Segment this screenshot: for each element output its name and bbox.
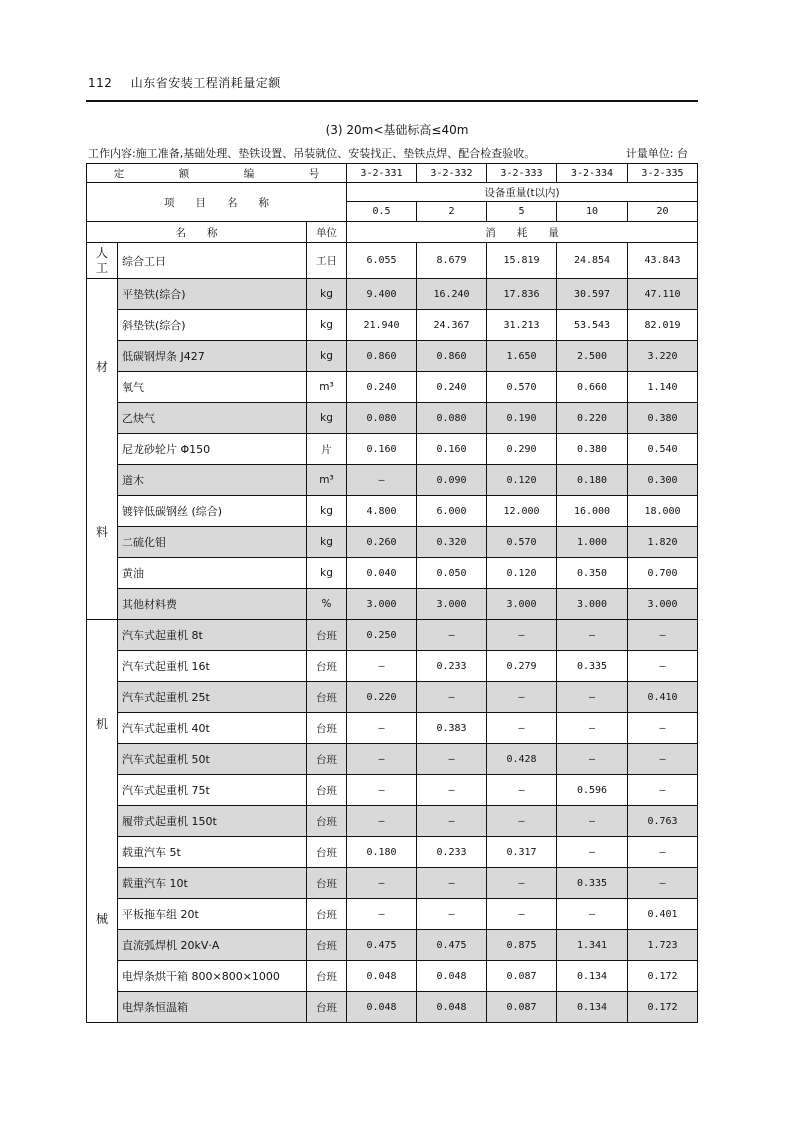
consumption-value: 0.860 <box>347 341 417 372</box>
consumption-value: — <box>557 899 628 930</box>
consumption-value: — <box>347 775 417 806</box>
consumption-value: 0.220 <box>557 403 628 434</box>
consumption-value: 8.679 <box>417 243 487 279</box>
resource-unit: 台班 <box>307 868 347 899</box>
consumption-value: — <box>417 775 487 806</box>
page-number: 112 <box>88 76 113 90</box>
consumption-value: 0.240 <box>417 372 487 403</box>
consumption-value: 4.800 <box>347 496 417 527</box>
resource-name: 乙炔气 <box>118 403 307 434</box>
labor-category-char: 工 <box>95 260 108 275</box>
resource-name: 汽车式起重机 8t <box>118 620 307 651</box>
consumption-value: 2.500 <box>557 341 628 372</box>
resource-unit: kg <box>307 558 347 589</box>
consumption-value: 3.000 <box>417 589 487 620</box>
resource-unit: 台班 <box>307 837 347 868</box>
consumption-value: 0.383 <box>417 713 487 744</box>
resource-unit: m³ <box>307 465 347 496</box>
consumption-value: 0.087 <box>487 992 557 1023</box>
consumption-value: — <box>628 651 698 682</box>
consumption-value: 0.160 <box>417 434 487 465</box>
consumption-value: — <box>487 682 557 713</box>
quota-code: 3-2-332 <box>417 164 487 183</box>
labor-category-label <box>87 243 118 279</box>
weight-value: 20 <box>628 202 698 222</box>
consumption-value: — <box>628 713 698 744</box>
consumption-value: — <box>347 465 417 496</box>
resource-name: 汽车式起重机 25t <box>118 682 307 713</box>
resource-name: 电焊条烘干箱 800×800×1000 <box>118 961 307 992</box>
materials-row <box>87 558 698 589</box>
header-rule <box>86 100 698 102</box>
consumption-value: — <box>557 682 628 713</box>
consumption-value: 24.854 <box>557 243 628 279</box>
weight-value: 5 <box>487 202 557 222</box>
resource-unit: 工日 <box>307 243 347 279</box>
machinery-category-char: 械 <box>95 912 108 926</box>
consumption-value: 15.819 <box>487 243 557 279</box>
consumption-value: — <box>557 837 628 868</box>
resource-name: 黄油 <box>118 558 307 589</box>
consumption-value: 16.000 <box>557 496 628 527</box>
consumption-value: — <box>347 868 417 899</box>
consumption-value: 1.140 <box>628 372 698 403</box>
quota-code: 3-2-331 <box>347 164 417 183</box>
item-header-row <box>87 183 698 202</box>
resource-unit: 台班 <box>307 620 347 651</box>
consumption-value: 0.233 <box>417 837 487 868</box>
resource-name: 直流弧焊机 20kV·A <box>118 930 307 961</box>
consumption-value: 24.367 <box>417 310 487 341</box>
resource-name: 二硫化钼 <box>118 527 307 558</box>
consumption-value: 3.000 <box>628 589 698 620</box>
consumption-value: 0.290 <box>487 434 557 465</box>
consumption-value: 0.260 <box>347 527 417 558</box>
consumption-value: 0.233 <box>417 651 487 682</box>
column-header-row <box>87 222 698 243</box>
consumption-value: 0.172 <box>628 961 698 992</box>
consumption-value: 9.400 <box>347 279 417 310</box>
consumption-value: 0.250 <box>347 620 417 651</box>
consumption-value: — <box>487 806 557 837</box>
resource-unit: 台班 <box>307 744 347 775</box>
machinery-row <box>87 837 698 868</box>
resource-unit: kg <box>307 310 347 341</box>
unit-column-header: 单位 <box>307 222 347 243</box>
resource-name: 载重汽车 10t <box>118 868 307 899</box>
consumption-value: 1.820 <box>628 527 698 558</box>
machinery-row <box>87 868 698 899</box>
consumption-value: 0.048 <box>417 961 487 992</box>
consumption-value: 0.596 <box>557 775 628 806</box>
consumption-value: — <box>347 806 417 837</box>
consumption-value: 0.279 <box>487 651 557 682</box>
consumption-value: 0.540 <box>628 434 698 465</box>
consumption-value: 12.000 <box>487 496 557 527</box>
resource-name: 斜垫铁(综合) <box>118 310 307 341</box>
weight-value: 0.5 <box>347 202 417 222</box>
consumption-value: — <box>557 713 628 744</box>
machinery-row <box>87 806 698 837</box>
resource-name: 平板拖车组 20t <box>118 899 307 930</box>
resource-name: 道木 <box>118 465 307 496</box>
consumption-value: — <box>417 744 487 775</box>
consumption-value: 47.110 <box>628 279 698 310</box>
weight-value: 2 <box>417 202 487 222</box>
resource-unit: % <box>307 589 347 620</box>
consumption-value: 1.000 <box>557 527 628 558</box>
consumption-value: — <box>557 806 628 837</box>
resource-unit: 片 <box>307 434 347 465</box>
consumption-value: 0.401 <box>628 899 698 930</box>
consumption-value: 0.048 <box>347 992 417 1023</box>
resource-unit: kg <box>307 279 347 310</box>
resource-unit: kg <box>307 496 347 527</box>
materials-category-label <box>87 279 118 620</box>
machinery-category-label <box>87 620 118 1023</box>
consumption-value: 30.597 <box>557 279 628 310</box>
resource-name: 平垫铁(综合) <box>118 279 307 310</box>
resource-unit: kg <box>307 403 347 434</box>
consumption-value: 31.213 <box>487 310 557 341</box>
consumption-value: 0.875 <box>487 930 557 961</box>
consumption-value: 0.320 <box>417 527 487 558</box>
consumption-value: 16.240 <box>417 279 487 310</box>
consumption-value: 0.180 <box>557 465 628 496</box>
work-content-line <box>88 145 688 161</box>
consumption-header: 消 耗 量 <box>347 222 698 243</box>
resource-unit: kg <box>307 527 347 558</box>
materials-category-char: 料 <box>95 525 108 539</box>
quota-code-row <box>87 164 698 183</box>
resource-name: 汽车式起重机 16t <box>118 651 307 682</box>
quota-table <box>86 163 698 1023</box>
consumption-value: — <box>557 744 628 775</box>
consumption-value: 0.300 <box>628 465 698 496</box>
materials-row <box>87 465 698 496</box>
consumption-value: 0.040 <box>347 558 417 589</box>
consumption-value: 0.134 <box>557 992 628 1023</box>
consumption-value: 0.410 <box>628 682 698 713</box>
machinery-row <box>87 775 698 806</box>
consumption-value: 0.120 <box>487 558 557 589</box>
machinery-row <box>87 620 698 651</box>
consumption-value: — <box>628 775 698 806</box>
name-column-header: 名 称 <box>87 222 307 243</box>
consumption-value: — <box>628 744 698 775</box>
resource-name: 载重汽车 5t <box>118 837 307 868</box>
consumption-value: 0.120 <box>487 465 557 496</box>
materials-row <box>87 434 698 465</box>
materials-row <box>87 279 698 310</box>
resource-name: 氧气 <box>118 372 307 403</box>
machinery-row <box>87 744 698 775</box>
labor-category-char: 人 <box>95 245 108 260</box>
consumption-value: 0.380 <box>628 403 698 434</box>
consumption-value: 0.475 <box>347 930 417 961</box>
consumption-value: 0.080 <box>347 403 417 434</box>
consumption-value: — <box>417 682 487 713</box>
machinery-row <box>87 930 698 961</box>
resource-name: 电焊条恒温箱 <box>118 992 307 1023</box>
consumption-value: 0.172 <box>628 992 698 1023</box>
section-subtitle: (3) 20m<基础标高≤40m <box>325 123 469 137</box>
consumption-value: — <box>347 899 417 930</box>
resource-unit: 台班 <box>307 992 347 1023</box>
materials-row <box>87 496 698 527</box>
consumption-value: 0.190 <box>487 403 557 434</box>
consumption-value: — <box>417 899 487 930</box>
quota-code: 3-2-333 <box>487 164 557 183</box>
resource-name: 汽车式起重机 75t <box>118 775 307 806</box>
consumption-value: 3.000 <box>487 589 557 620</box>
resource-name: 尼龙砂轮片 Φ150 <box>118 434 307 465</box>
quota-code: 3-2-335 <box>628 164 698 183</box>
resource-unit: 台班 <box>307 930 347 961</box>
consumption-value: — <box>628 837 698 868</box>
consumption-value: — <box>417 806 487 837</box>
resource-unit: 台班 <box>307 806 347 837</box>
consumption-value: 0.317 <box>487 837 557 868</box>
consumption-value: 0.220 <box>347 682 417 713</box>
consumption-value: — <box>628 868 698 899</box>
resource-unit: 台班 <box>307 899 347 930</box>
materials-row <box>87 589 698 620</box>
consumption-value: 0.080 <box>417 403 487 434</box>
machinery-row <box>87 961 698 992</box>
unit-of-measure: 计量单位: 台 <box>625 147 688 160</box>
labor-row <box>87 243 698 279</box>
machinery-row <box>87 992 698 1023</box>
item-name-label: 项 目 名 称 <box>87 183 347 222</box>
weight-value: 10 <box>557 202 628 222</box>
resource-unit: m³ <box>307 372 347 403</box>
consumption-value: 0.350 <box>557 558 628 589</box>
consumption-value: 0.134 <box>557 961 628 992</box>
machinery-category-char: 机 <box>95 717 108 731</box>
consumption-value: 0.087 <box>487 961 557 992</box>
consumption-value: 0.700 <box>628 558 698 589</box>
consumption-value: 0.048 <box>417 992 487 1023</box>
consumption-value: — <box>628 620 698 651</box>
resource-unit: 台班 <box>307 651 347 682</box>
consumption-value: 0.180 <box>347 837 417 868</box>
machinery-row <box>87 899 698 930</box>
consumption-value: 1.650 <box>487 341 557 372</box>
consumption-value: 0.090 <box>417 465 487 496</box>
resource-unit: 台班 <box>307 961 347 992</box>
machinery-row <box>87 713 698 744</box>
consumption-value: 0.048 <box>347 961 417 992</box>
consumption-value: 0.160 <box>347 434 417 465</box>
consumption-value: 6.000 <box>417 496 487 527</box>
book-title: 山东省安装工程消耗量定额 <box>130 76 281 90</box>
resource-name: 其他材料费 <box>118 589 307 620</box>
consumption-value: — <box>347 744 417 775</box>
resource-name: 镀锌低碳钢丝 (综合) <box>118 496 307 527</box>
materials-category-char: 材 <box>95 360 108 374</box>
consumption-value: 0.570 <box>487 372 557 403</box>
consumption-value: 0.763 <box>628 806 698 837</box>
resource-name: 低碳钢焊条 J427 <box>118 341 307 372</box>
consumption-value: 18.000 <box>628 496 698 527</box>
weight-label: 设备重量(t以内) <box>347 183 698 202</box>
work-content: 工作内容:施工准备,基础处理、垫铁设置、吊装就位、安装找正、垫铁点焊、配合检查验收。 <box>88 147 536 160</box>
consumption-value: 82.019 <box>628 310 698 341</box>
quota-code-label: 定 额 编 号 <box>87 164 347 183</box>
consumption-value: — <box>487 868 557 899</box>
consumption-value: — <box>417 868 487 899</box>
page-header <box>88 74 281 91</box>
consumption-value: 0.570 <box>487 527 557 558</box>
consumption-value: — <box>417 620 487 651</box>
resource-unit: kg <box>307 341 347 372</box>
resource-unit: 台班 <box>307 682 347 713</box>
resource-unit: 台班 <box>307 713 347 744</box>
resource-unit: 台班 <box>307 775 347 806</box>
consumption-value: 0.380 <box>557 434 628 465</box>
consumption-value: 0.335 <box>557 651 628 682</box>
consumption-value: — <box>487 620 557 651</box>
consumption-value: 3.220 <box>628 341 698 372</box>
consumption-value: 53.543 <box>557 310 628 341</box>
consumption-value: — <box>487 713 557 744</box>
consumption-value: 0.428 <box>487 744 557 775</box>
quota-code: 3-2-334 <box>557 164 628 183</box>
consumption-value: — <box>487 775 557 806</box>
consumption-value: 6.055 <box>347 243 417 279</box>
machinery-row <box>87 651 698 682</box>
consumption-value: 0.475 <box>417 930 487 961</box>
consumption-value: 0.660 <box>557 372 628 403</box>
consumption-value: 1.341 <box>557 930 628 961</box>
consumption-value: 1.723 <box>628 930 698 961</box>
consumption-value: — <box>347 651 417 682</box>
consumption-value: — <box>347 713 417 744</box>
consumption-value: 0.335 <box>557 868 628 899</box>
consumption-value: 3.000 <box>347 589 417 620</box>
resource-name: 履带式起重机 150t <box>118 806 307 837</box>
consumption-value: 43.843 <box>628 243 698 279</box>
materials-row <box>87 403 698 434</box>
consumption-value: 0.860 <box>417 341 487 372</box>
consumption-value: — <box>557 620 628 651</box>
materials-row <box>87 341 698 372</box>
consumption-value: 0.050 <box>417 558 487 589</box>
consumption-value: 17.836 <box>487 279 557 310</box>
machinery-row <box>87 682 698 713</box>
materials-row <box>87 310 698 341</box>
materials-row <box>87 527 698 558</box>
resource-name: 综合工日 <box>118 243 307 279</box>
consumption-value: 3.000 <box>557 589 628 620</box>
consumption-value: — <box>487 899 557 930</box>
materials-row <box>87 372 698 403</box>
resource-name: 汽车式起重机 40t <box>118 713 307 744</box>
consumption-value: 0.240 <box>347 372 417 403</box>
resource-name: 汽车式起重机 50t <box>118 744 307 775</box>
consumption-value: 21.940 <box>347 310 417 341</box>
